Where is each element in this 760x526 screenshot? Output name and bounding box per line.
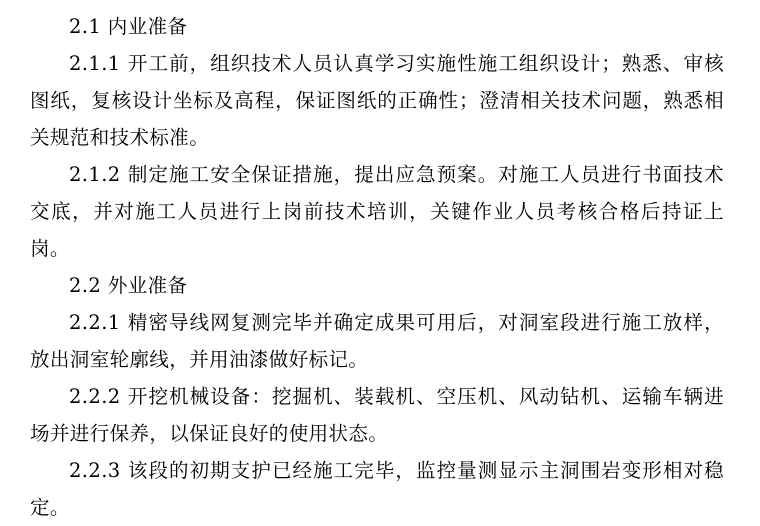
paragraph-2-2-2: 2.2.2 开挖机械设备：挖掘机、装载机、空压机、风动钻机、运输车辆进场并进行保养，以保证良好的使用状态。 [30, 385, 724, 445]
paragraph-section-2-2-title: 2.2 外业准备 [69, 274, 188, 297]
paragraph-2-2-3: 2.2.3 该段的初期支护已经施工完毕，监控量测显示主洞围岩变形相对稳定。 [30, 459, 724, 519]
paragraph-2-1-1: 2.1.1 开工前，组织技术人员认真学习实施性施工组织设计；熟悉、审核图纸，复核设计坐标及高程，保证图纸的正确性；澄清相关技术问题，熟悉相关规范和技术标准。 [30, 52, 724, 149]
paragraph-section-2-1-title: 2.1 内业准备 [69, 15, 188, 38]
paragraph-2-1-2: 2.1.2 制定施工安全保证措施，提出应急预案。对施工人员进行书面技术交底，并对施工人员进行上岗前技术培训，关键作业人员考核合格后持证上岗。 [30, 163, 724, 260]
paragraph-2-2-1: 2.2.1 精密导线网复测完毕并确定成果可用后，对洞室段进行施工放样，放出洞室轮廓线，并用油漆做好标记。 [30, 311, 724, 371]
